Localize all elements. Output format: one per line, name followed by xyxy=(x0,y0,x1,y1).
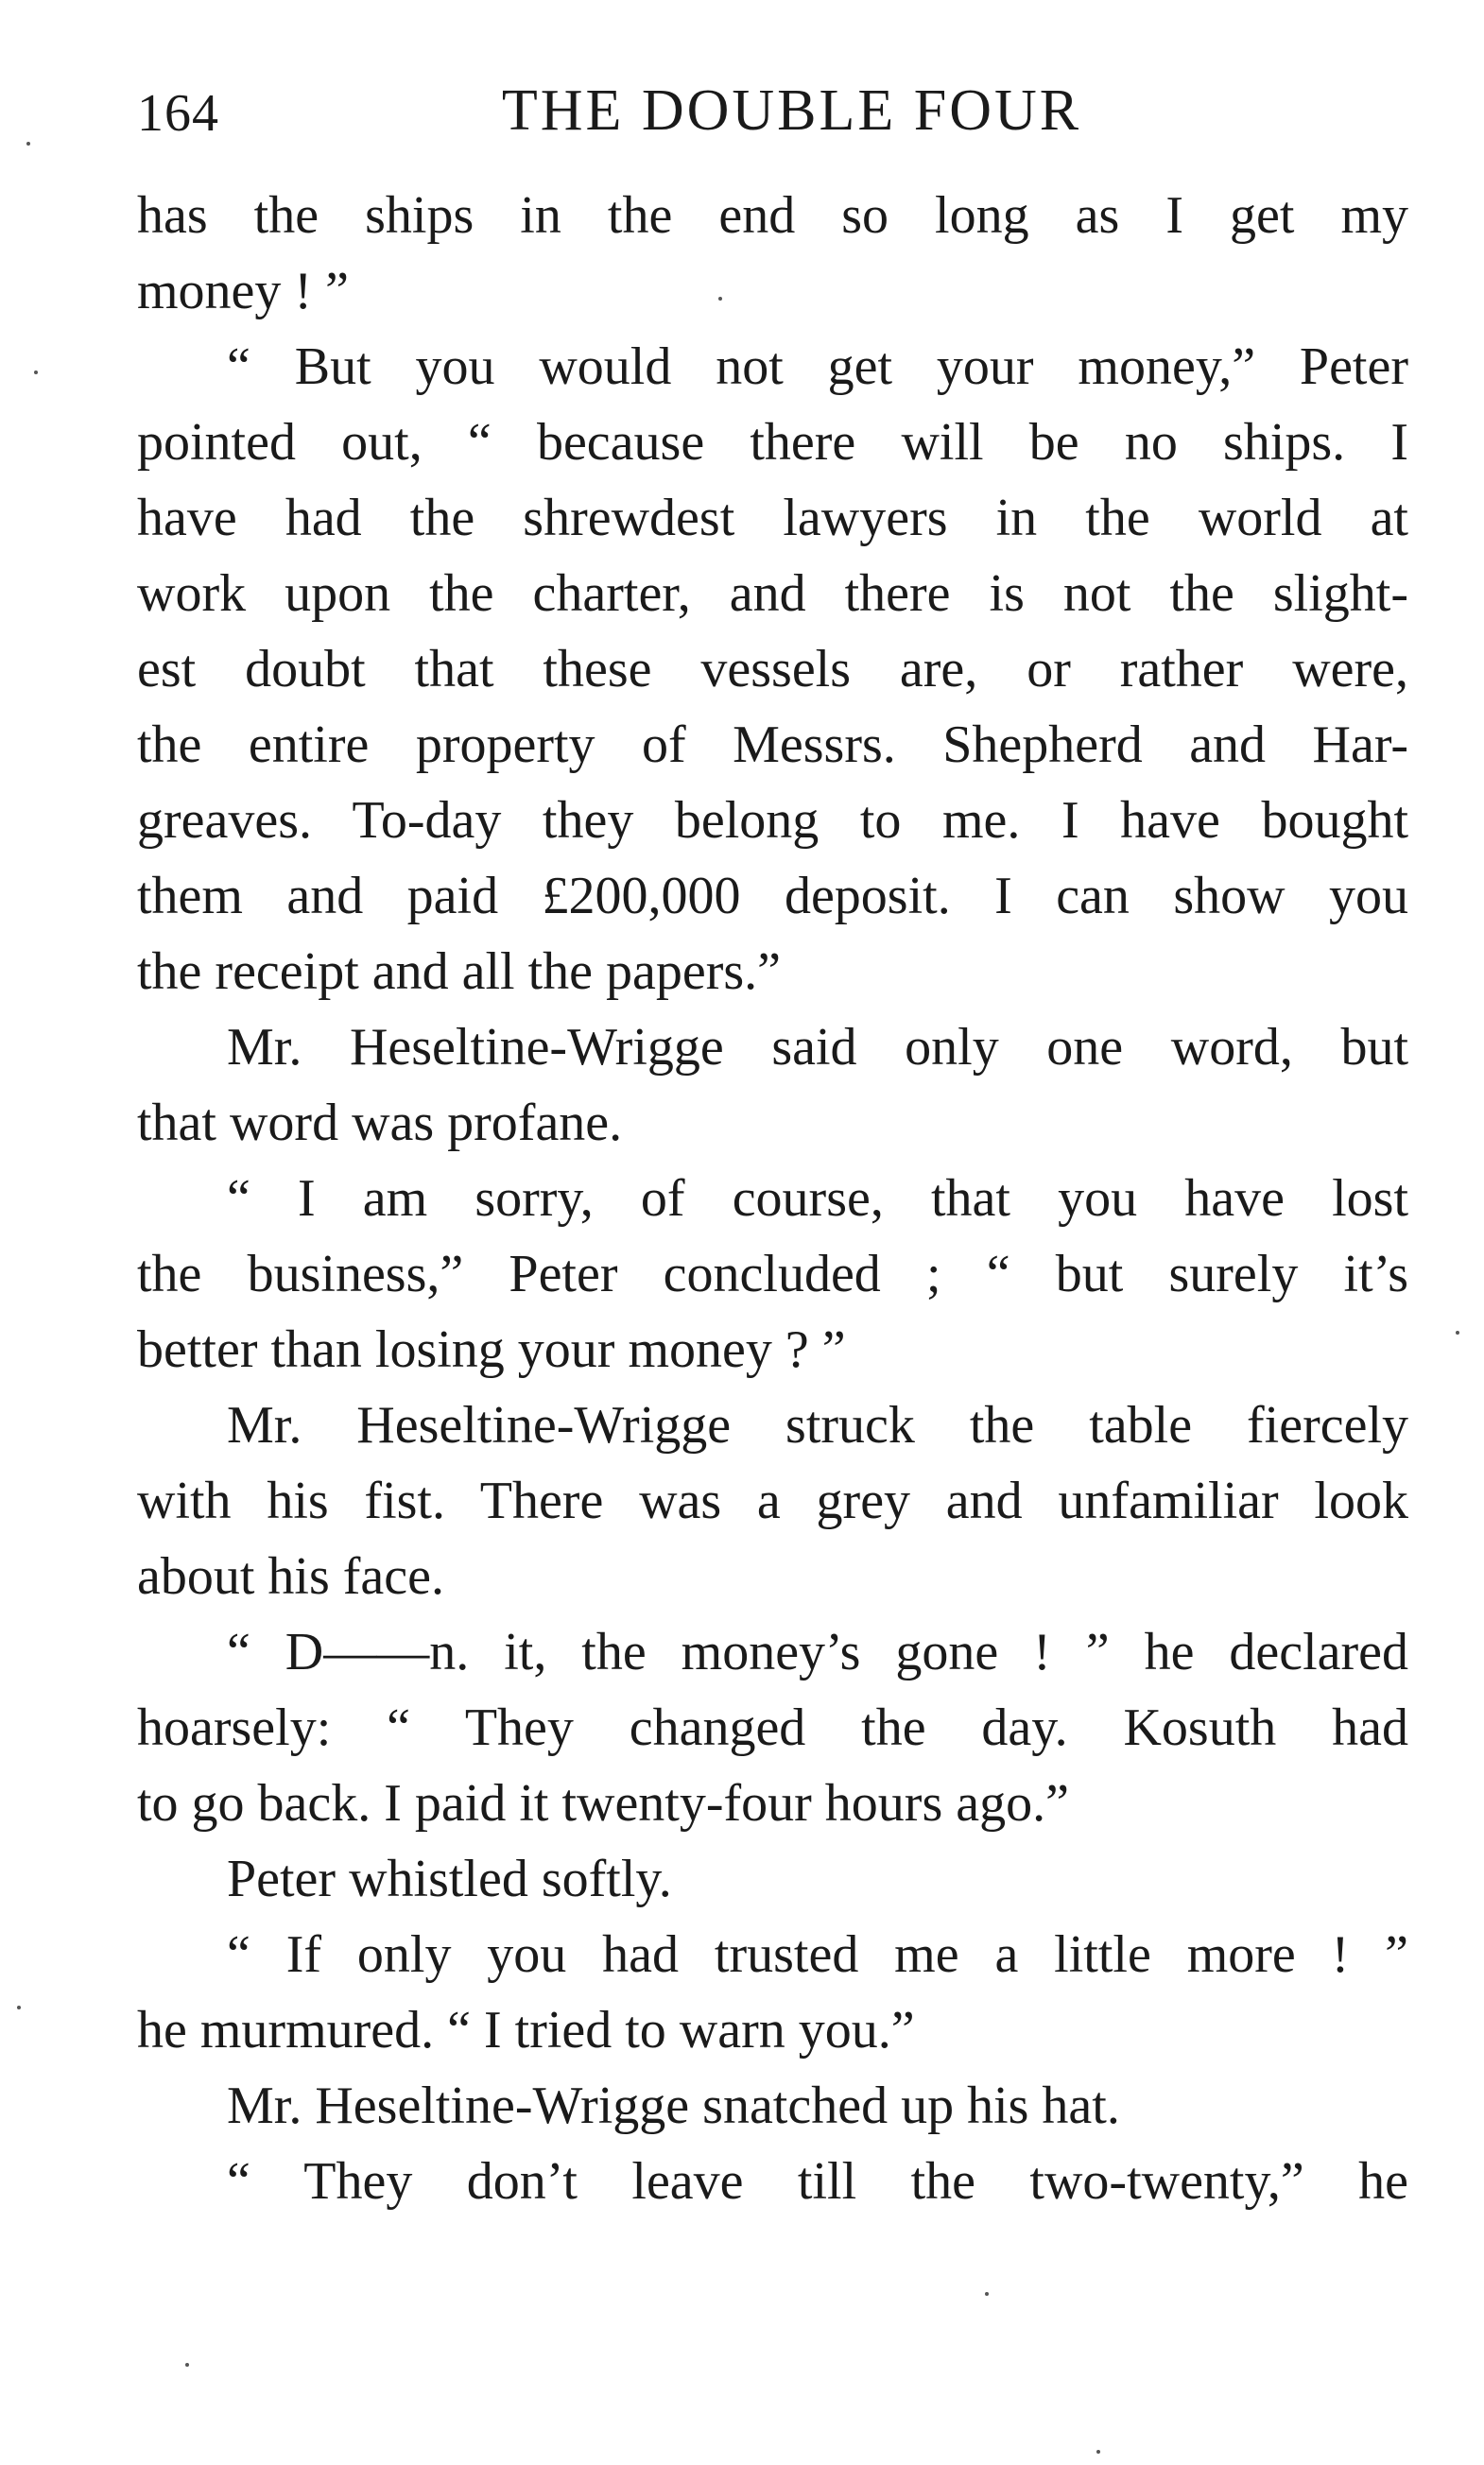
text-line: Mr. Heseltine-Wrigge struck the table fiercely xyxy=(227,1396,1408,1455)
text-line: about his face. xyxy=(137,1547,444,1606)
text-line: “ But you would not get your money,” Peter xyxy=(227,337,1408,396)
text-line: money ! ” xyxy=(137,262,349,320)
page-header xyxy=(137,74,1408,159)
text-line: est doubt that these vessels are, or rather were, xyxy=(137,640,1408,698)
text-line: have had the shrewdest lawyers in the world at xyxy=(137,489,1408,547)
text-line: he murmured. “ I tried to warn you.” xyxy=(137,2001,915,2060)
scan-speck xyxy=(34,371,38,374)
text-line: with his fist. There was a grey and unfamiliar look xyxy=(137,1472,1408,1530)
text-line: that word was profane. xyxy=(137,1094,623,1152)
running-title: THE DOUBLE FOUR xyxy=(501,78,1082,143)
text-line: to go back. I paid it twenty-four hours ago.” xyxy=(137,1774,1069,1833)
scan-speck xyxy=(718,297,722,301)
text-line: the business,” Peter concluded ; “ but surely it’s xyxy=(137,1245,1408,1303)
body-text xyxy=(137,178,1408,2219)
text-line: “ D——n. it, the money’s gone ! ” he declared xyxy=(227,1623,1408,1681)
text-line: “ They don’t leave till the two-twenty,” he xyxy=(227,2152,1408,2211)
text-line: has the ships in the end so long as I get my xyxy=(137,186,1408,245)
text-line: Peter whistled softly. xyxy=(227,1850,672,1908)
scan-speck xyxy=(17,2006,21,2009)
scan-speck xyxy=(985,2292,989,2296)
text-line: the receipt and all the papers.” xyxy=(137,942,781,1001)
text-line: the entire property of Messrs. Shepherd and Har- xyxy=(137,715,1408,774)
text-line: Mr. Heseltine-Wrigge snatched up his hat. xyxy=(227,2077,1120,2135)
text-line: Mr. Heseltine-Wrigge said only one word, but xyxy=(227,1018,1408,1077)
text-line: work upon the charter, and there is not the slight- xyxy=(137,564,1408,623)
page-number: 164 xyxy=(137,84,219,143)
scan-speck xyxy=(1456,1331,1459,1335)
text-line: better than losing your money ? ” xyxy=(137,1320,846,1379)
text-line: pointed out, “ because there will be no ships. I xyxy=(137,413,1408,472)
text-line: “ If only you had trusted me a little more ! ” xyxy=(227,1925,1408,1984)
text-line: “ I am sorry, of course, that you have lost xyxy=(227,1169,1408,1228)
text-line: them and paid £200,000 deposit. I can show you xyxy=(137,867,1408,925)
scan-speck xyxy=(1096,2450,1100,2454)
text-line: greaves. To-day they belong to me. I have bought xyxy=(137,791,1408,850)
scan-speck xyxy=(185,2363,189,2367)
text-line: hoarsely: “ They changed the day. Kosuth had xyxy=(137,1698,1408,1757)
scan-speck xyxy=(26,142,30,146)
